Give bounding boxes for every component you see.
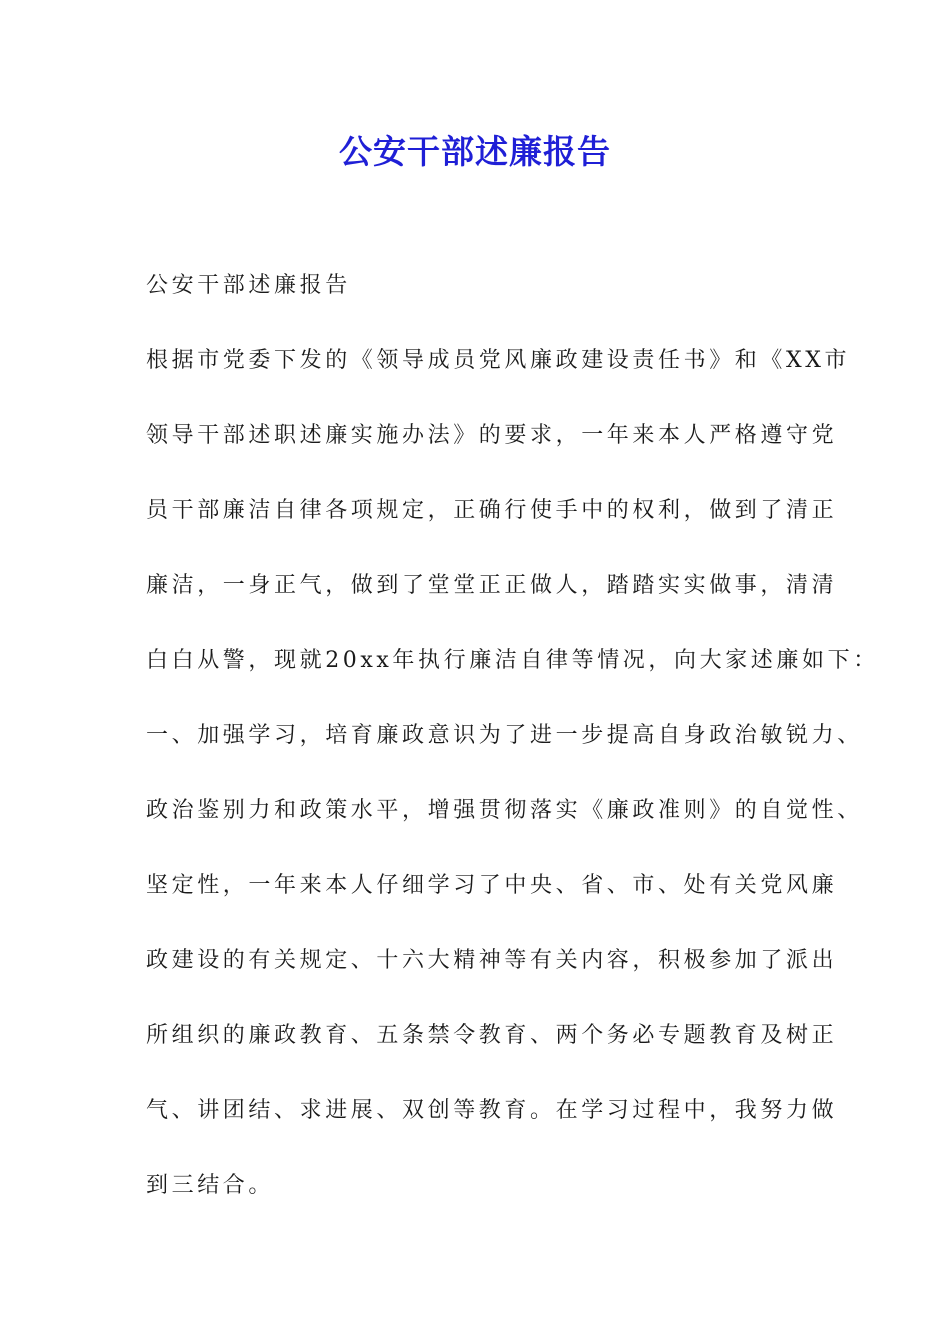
body-line: 领导干部述职述廉实施办法》的要求，一年来本人严格遵守党 (146, 423, 838, 448)
body-line-subtitle: 公安干部述廉报告 (146, 273, 351, 298)
document-title: 公安干部述廉报告 (339, 132, 611, 171)
body-line: 根据市党委下发的《领导成员党风廉政建设责任书》和《XX市 (146, 348, 851, 373)
body-line: 白白从警，现就20xx年执行廉洁自律等情况，向大家述廉如下： (146, 648, 879, 673)
body-line: 一、加强学习，培育廉政意识为了进一步提高自身政治敏锐力、 (146, 723, 863, 748)
document-body (146, 263, 879, 1238)
body-line: 坚定性，一年来本人仔细学习了中央、省、市、处有关党风廉 (146, 873, 838, 898)
body-line: 到三结合。 (146, 1173, 275, 1198)
body-line: 员干部廉洁自律各项规定，正确行使手中的权利，做到了清正 (146, 498, 838, 523)
body-line: 气、讲团结、求进展、双创等教育。在学习过程中，我努力做 (146, 1098, 838, 1123)
body-line: 所组织的廉政教育、五条禁令教育、两个务必专题教育及树正 (146, 1023, 838, 1048)
body-line: 政建设的有关规定、十六大精神等有关内容，积极参加了派出 (146, 948, 838, 973)
body-line: 廉洁，一身正气，做到了堂堂正正做人，踏踏实实做事，清清 (146, 573, 838, 598)
body-line: 政治鉴别力和政策水平，增强贯彻落实《廉政准则》的自觉性、 (146, 798, 863, 823)
